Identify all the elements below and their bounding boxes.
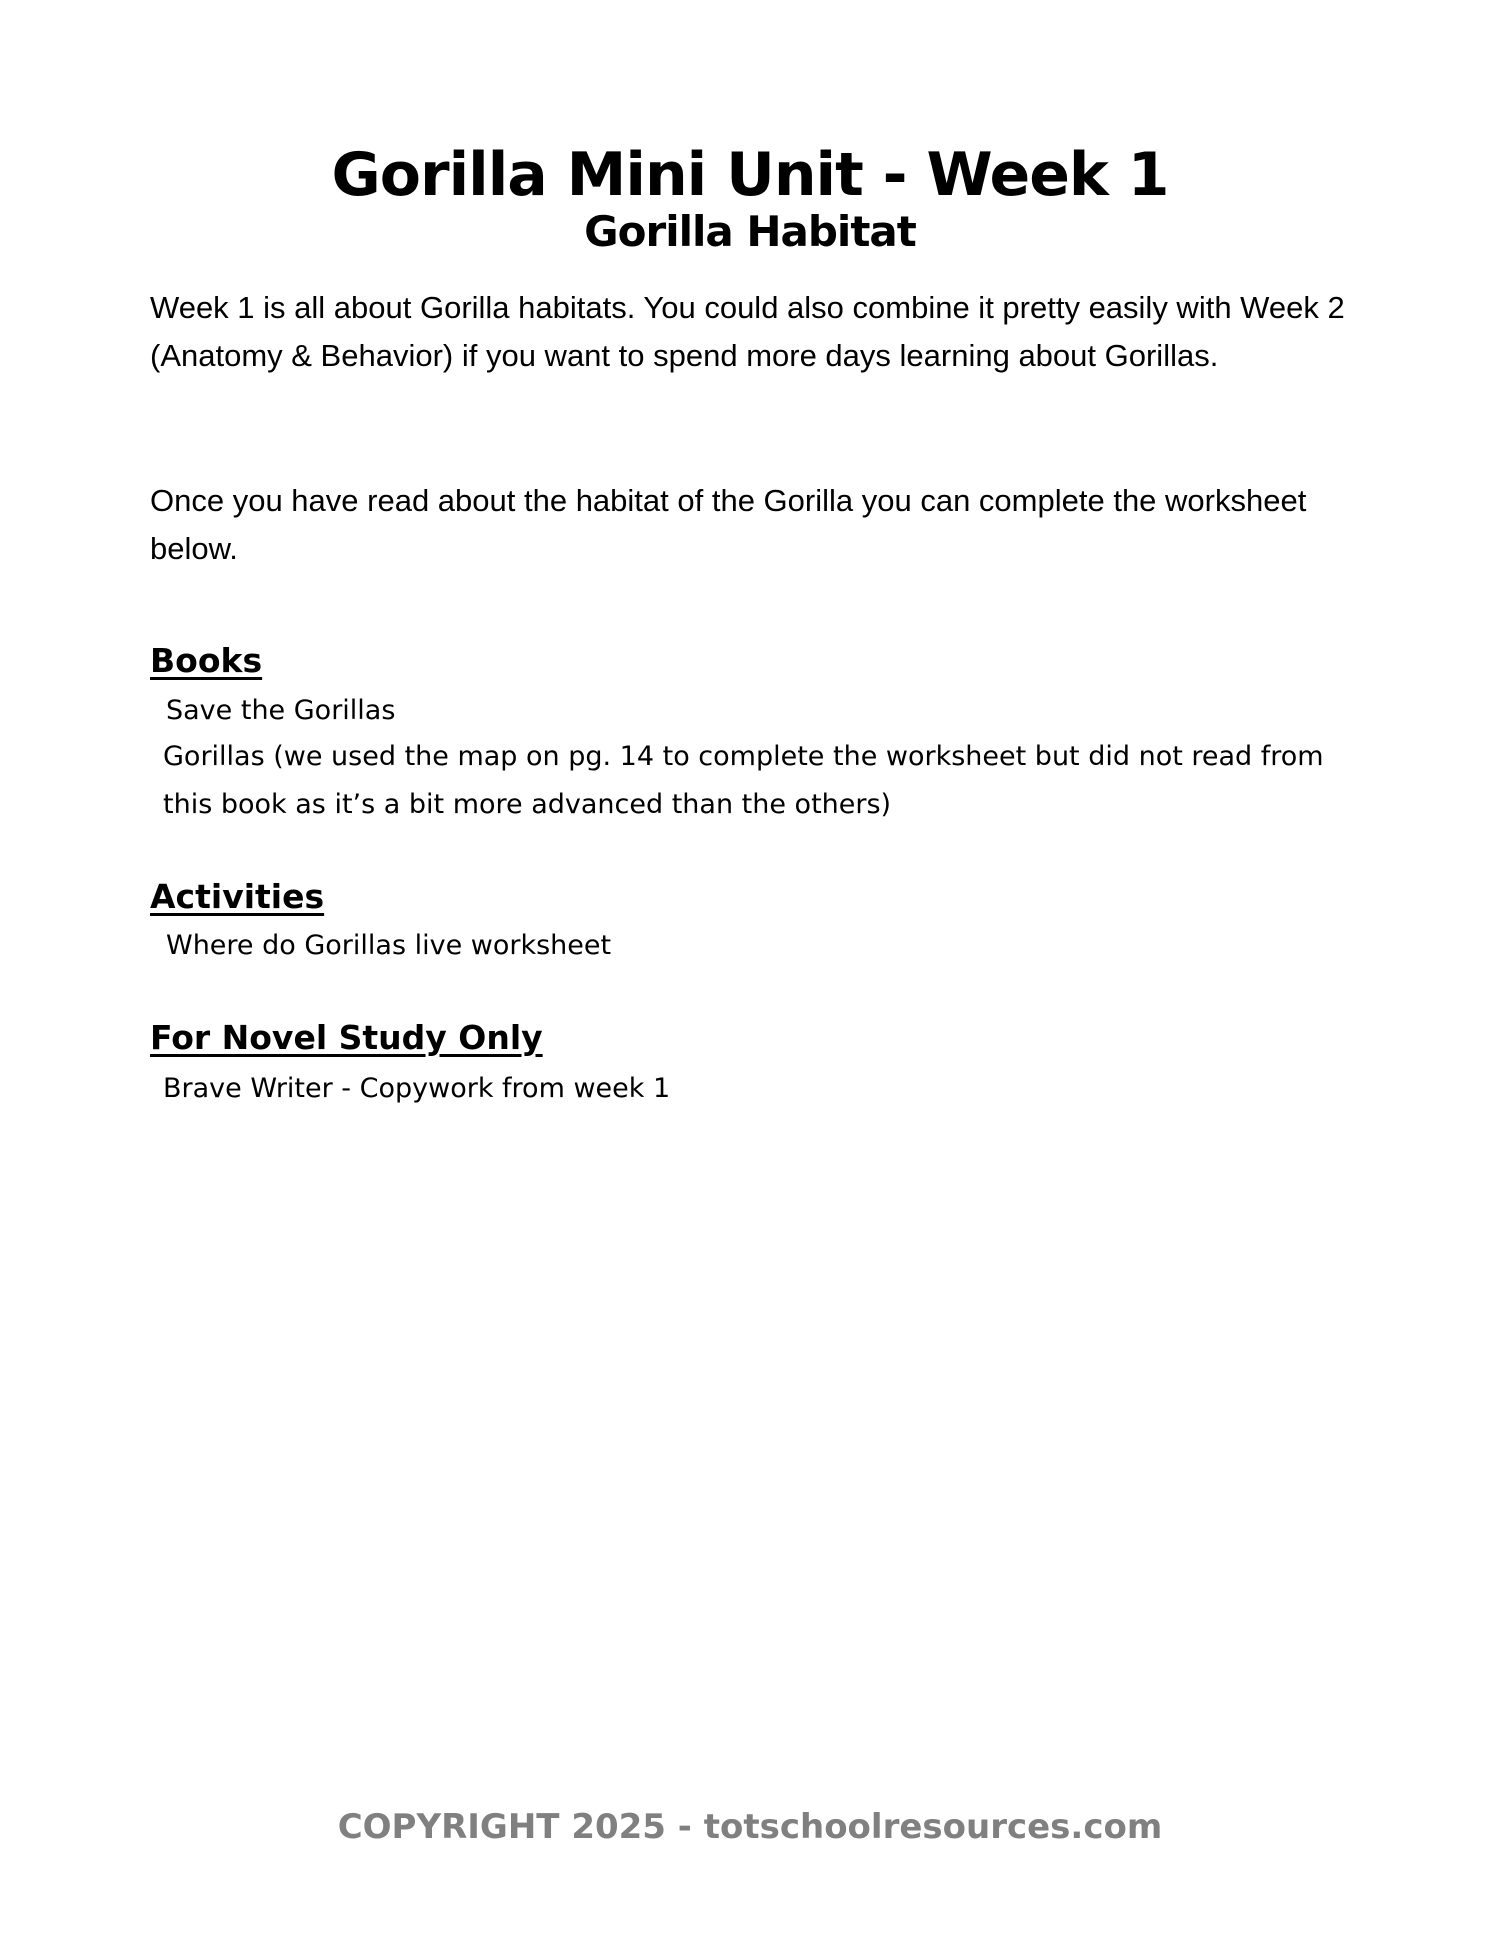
intro-paragraph-2: Once you have read about the habitat of the Gorilla you can complete the worksheet below. <box>150 483 1307 566</box>
novel-study-heading: For Novel Study Only <box>150 1018 543 1057</box>
books-heading: Books <box>150 641 263 680</box>
activity-item-worksheet: Where do Gorillas live worksheet <box>166 930 612 961</box>
page-subtitle: Gorilla Habitat <box>584 207 916 256</box>
activities-heading: Activities <box>150 877 325 916</box>
copyright-footer: COPYRIGHT 2025 - totschoolresources.com <box>337 1807 1163 1847</box>
intro-paragraph-1: Week 1 is all about Gorilla habitats. You could also combine it pretty easily with Week 2 (Anatomy & Behavior) if you want to spend more days learning about Gorillas. <box>150 290 1345 373</box>
book-item-gorillas: Gorillas (we used the map on pg. 14 to complete the worksheet but did not read from this book as it’s a bit more advanced than the others) <box>163 741 1324 820</box>
novel-study-item-copywork: Brave Writer - Copywork from week 1 <box>163 1073 671 1104</box>
book-item-save-the-gorillas: Save the Gorillas <box>166 695 396 726</box>
page-title: Gorilla Mini Unit - Week 1 <box>331 140 1169 210</box>
